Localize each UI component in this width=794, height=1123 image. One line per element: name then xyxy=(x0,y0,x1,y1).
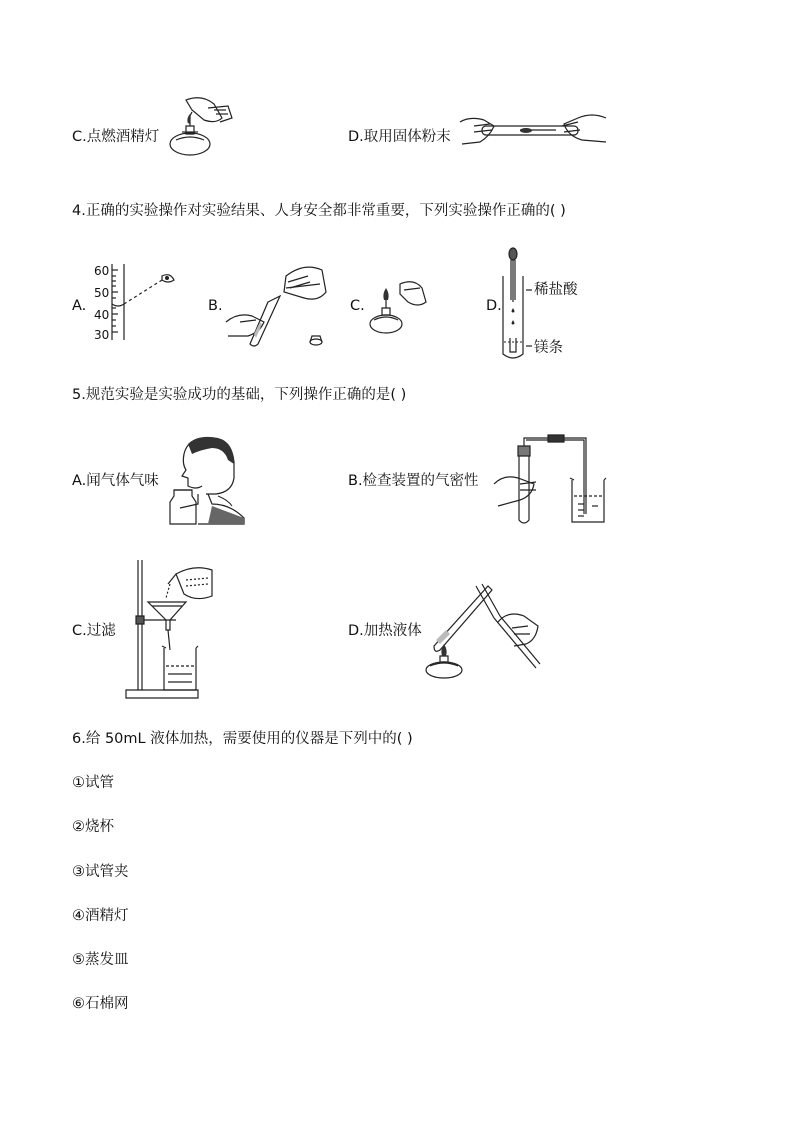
q4-cylinder-tick-50: 50 xyxy=(94,286,110,300)
q4-dropper-test-tube-illustration xyxy=(498,246,538,362)
q4-stem: 4.正确的实验操作对实验结果、人身安全都非常重要，下列实验操作正确的( ) xyxy=(72,203,566,219)
q3-option-c-label: C.点燃酒精灯 xyxy=(72,129,160,145)
q3-lighting-alcohol-lamp-illustration xyxy=(162,96,242,158)
q4-option-d-label: D. xyxy=(486,298,502,314)
q5-option-d-label: D.加热液体 xyxy=(348,623,422,639)
q4-d-magnesium-strip-label: 镁条 xyxy=(534,340,563,356)
q5-option-a-label: A.闻气体气味 xyxy=(72,473,159,489)
q6-item-asbestos-gauze: ⑥石棉网 xyxy=(72,996,129,1012)
q3-taking-solid-powder-illustration xyxy=(460,112,608,150)
q5-stem: 5.规范实验是实验成功的基础，下列操作正确的是( ) xyxy=(72,387,407,403)
q6-item-test-tube-holder: ③试管夹 xyxy=(72,864,129,880)
q4-option-a-label: A. xyxy=(72,298,87,314)
q5-filtration-illustration xyxy=(124,558,220,700)
q4-cylinder-tick-30: 30 xyxy=(94,328,110,342)
q4-lighting-lamp-illustration xyxy=(364,276,434,338)
q4-option-c-label: C. xyxy=(350,298,365,314)
q6-item-alcohol-lamp: ④酒精灯 xyxy=(72,908,129,924)
q6-item-beaker: ②烧杯 xyxy=(72,819,114,835)
q6-item-test-tube: ①试管 xyxy=(72,775,114,791)
q4-reading-graduated-cylinder-illustration xyxy=(86,260,186,344)
q6-stem: 6.给 50mL 液体加热，需要使用的仪器是下列中的( ) xyxy=(72,731,413,747)
q5-heating-liquid-illustration xyxy=(424,582,544,680)
q6-item-evaporating-dish: ⑤蒸发皿 xyxy=(72,952,129,968)
q4-pouring-liquid-illustration xyxy=(224,262,334,352)
q5-airtightness-check-illustration xyxy=(492,434,614,528)
q4-cylinder-tick-40: 40 xyxy=(94,308,110,322)
q5-option-c-label: C.过滤 xyxy=(72,623,116,639)
q3-option-d-label: D.取用固体粉末 xyxy=(348,129,451,145)
q4-d-hydrochloric-acid-label: 稀盐酸 xyxy=(534,282,578,298)
q5-option-b-label: B.检查装置的气密性 xyxy=(348,473,479,489)
q5-smelling-gas-illustration xyxy=(168,434,250,524)
q4-cylinder-tick-60: 60 xyxy=(94,264,110,278)
q4-option-b-label: B. xyxy=(208,298,223,314)
